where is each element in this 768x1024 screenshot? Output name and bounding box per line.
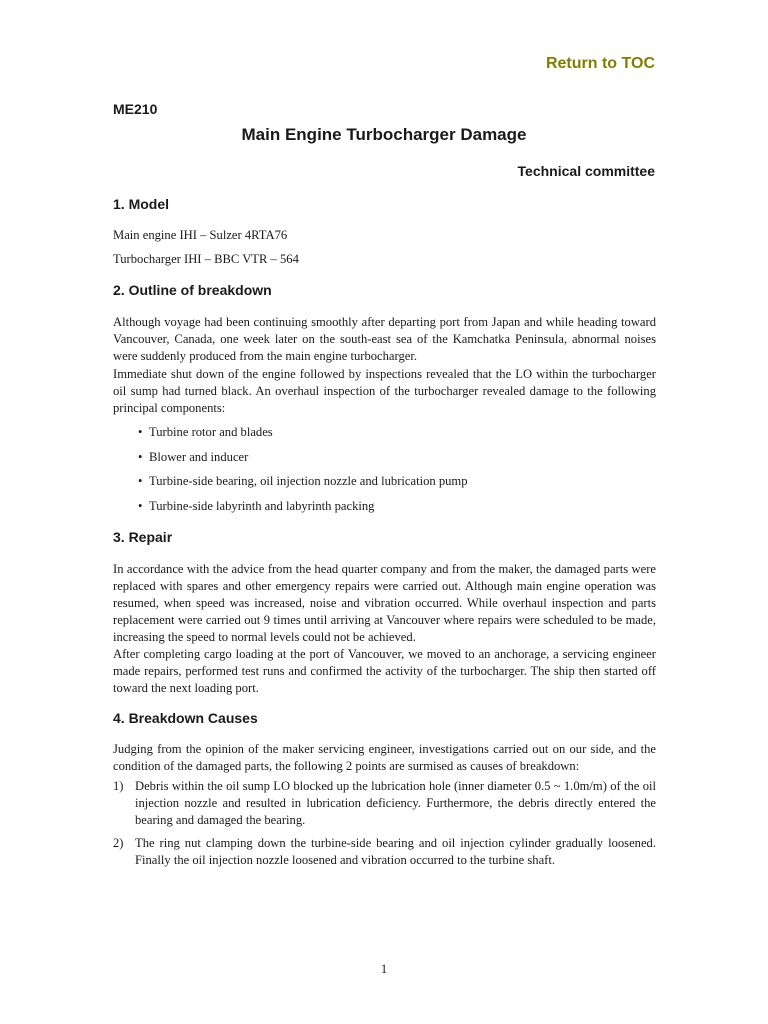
damaged-components-list xyxy=(138,425,468,523)
repair-paragraph-2: After completing cargo loading at the port of Vancouver, we moved to an anchorage, a servicing engineer made repairs, performed test runs and confirmed the activity of the turbocharger. The ship then started off toward the next loading port. xyxy=(113,647,656,695)
list-item: • Turbine-side bearing, oil injection nozzle and lubrication pump xyxy=(138,474,468,488)
outline-paragraph-2: Immediate shut down of the engine followed by inspections revealed that the LO within the turbocharger oil sump had turned black. An overhaul inspection of the turbocharger revealed damage to the following principal components: xyxy=(113,367,656,415)
section-heading-repair: 3. Repair xyxy=(113,529,173,545)
section-heading-outline: 2. Outline of breakdown xyxy=(113,282,272,298)
model-line-turbocharger: Turbocharger IHI – BBC VTR – 564 xyxy=(113,252,299,266)
section-heading-model: 1. Model xyxy=(113,196,170,212)
causes-paragraph-1: Judging from the opinion of the maker servicing engineer, investigations carried out on our side, and the condition of the damaged parts, the following 2 points are surmised as causes of breakdown: xyxy=(113,742,656,773)
return-to-toc-link[interactable]: Return to TOC xyxy=(545,55,655,72)
page-number: 1 xyxy=(380,962,388,976)
section-heading-causes: 4. Breakdown Causes xyxy=(113,710,258,726)
list-item: • Blower and inducer xyxy=(138,449,249,464)
outline-paragraph-1: Although voyage had been continuing smoothly after departing port from Japan and while heading toward Vancouver, Canada, one week later on the south-east sea of the Kamchatka Peninsula, abnormal noises were suddenly produced from the main engine turbocharger. xyxy=(113,315,656,363)
repair-paragraph-1: In accordance with the advice from the head quarter company and from the maker, the damaged parts were replaced with spares and other emergency repairs were carried out. Although main engine operation was resumed, when speed was increased, noise and vibration occurred. While overhaul inspection and parts replacement were carried out 9 times until arriving at Vancouver where repairs were scheduled to be made, increasing the speed to normal levels could not be achieved. xyxy=(113,562,656,644)
list-item: • Turbine rotor and blades xyxy=(138,425,273,439)
causes-list xyxy=(113,778,656,875)
list-item: • Turbine-side labyrinth and labyrinth packing xyxy=(138,498,375,513)
list-item: 2) The ring nut clamping down the turbine-side bearing and oil injection cylinder gradually loosened. Finally the oil injection nozzle loosened and vibration occurred to the turbine shaft. xyxy=(113,836,656,867)
document-author: Technical committee xyxy=(517,163,655,179)
document-title: Main Engine Turbocharger Damage xyxy=(241,125,527,144)
list-item: 1) Debris within the oil sump LO blocked up the lubrication hole (inner diameter 0.5 ~ 1.0m/m) of the oil injection nozzle and resulted in lubrication deficiency. Furthermore, the debris directly entered the bearing and damaged the bearing. xyxy=(113,779,656,827)
document-code: ME210 xyxy=(113,101,158,117)
model-line-main-engine: Main engine IHI – Sulzer 4RTA76 xyxy=(113,228,288,242)
